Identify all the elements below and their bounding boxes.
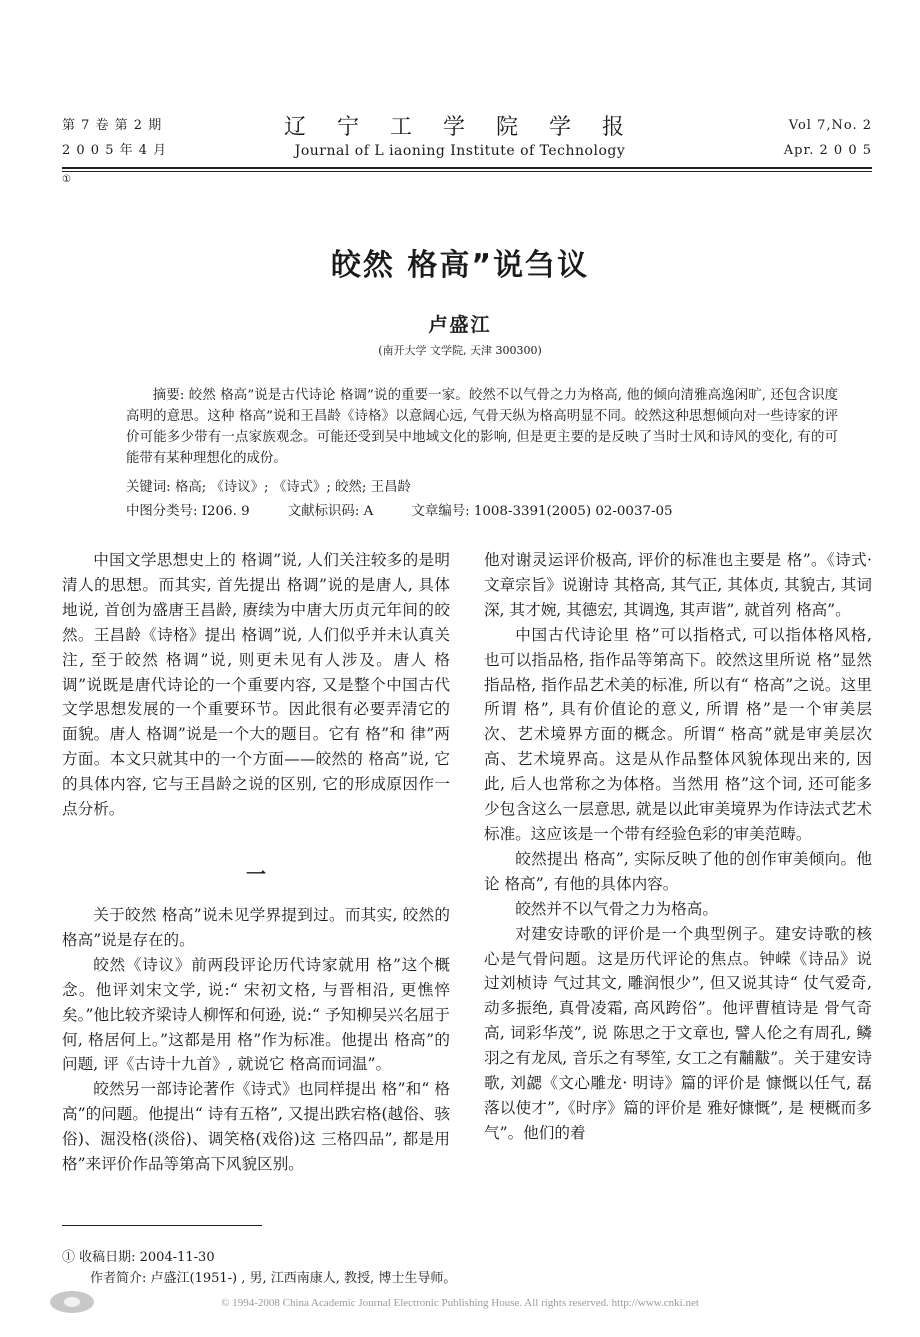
paragraph: 对建安诗歌的评价是一个典型例子。建安诗歌的核心是气骨问题。这是历代评论的焦点。钟嵘《诗品》说过刘桢诗 气过其文, 雕润恨少”, 但又说其诗“ 仗气爱奇, 动多振绝, 真骨凌霜, 高风跨俗”。他评曹植诗是 骨气奇高, 词彩华茂”, 说 陈思之于文章也, 譬人伦之有周孔, 鳞羽之有龙凤, 音乐之有琴笙, 女工之有黼黻”。关于建安诗歌, 刘勰《文心雕龙· 明诗》篇的评价是 慷慨以任气, 磊落以使才”,《时序》篇的评价是 雅好慷慨”, 是 梗概而多气”。他们的着 [484, 924, 872, 1142]
header-rule [62, 167, 872, 169]
paragraph: 中国古代诗论里 格”可以指格式, 可以指体格风格, 也可以指品格, 指作品等第高下。皎然这里所说 格”显然指品格, 指作品艺术美的标准, 所以有“ 格高”之说。这里所谓 格”, 具有价值论的意义, 所谓 格”是一个审美层次、艺术境界方面的概念。所谓“ 格高”就是审美层次高、艺术境界高。这是从作品整体风貌体现出来的, 因此, 后人也常称之为体格。当然用 格”这个词, 还可能多少包含这么一层意思, 就是以此审美境界为作诗法式艺术标准。这应该是一个带有经验色彩的审美范畴。 [484, 625, 872, 843]
volume-en: Vol 7,No. 2 [788, 118, 872, 133]
paragraph: 皎然另一部诗论著作《诗式》也同样提出 格”和“ 格高”的问题。他提出“ 诗有五格”, 又提出跌宕格(越俗、骇俗)、淈没格(淡俗)、调笑格(戏俗)这 三格四品”, 都是用 格”来评价作品等第高下风貌区别。 [62, 1080, 450, 1174]
keywords: 关键词: 格高; 《诗议》; 《诗式》; 皎然; 王昌龄 [126, 480, 411, 495]
left-column-intro [62, 548, 450, 822]
journal-title-en: Journal of L iaoning Institute of Technology [294, 143, 626, 159]
paragraph: 皎然提出 格高”, 实际反映了他的创作审美倾向。他论 格高”, 有他的具体内容。 [484, 849, 872, 893]
author-bio-footnote: 作者简介: 卢盛江(1951-) , 男, 江西南康人, 教授, 博士生导师。 [90, 1271, 457, 1286]
author-affiliation: (南开大学 文学院, 天津 300300) [378, 344, 542, 357]
footnote-marker: ① [62, 174, 71, 185]
paragraph: 中国文学思想史上的 格调”说, 人们关注较多的是明清人的思想。而其实, 首先提出 格调”说的是唐人, 具体地说, 首创为盛唐王昌龄, 赓续为中唐大历贞元年间的皎然。王昌龄《诗格》提出 格调”说, 人们似乎并未认真关注, 至于皎然 格调”说, 则更未见有人涉及。唐人 格调”说既是唐代诗论的一个重要内容, 又是整个中国古代文学思想发展的一个重要环节。因此很有必要弄清它的面貌。唐人 格调”说是一个大的题目。它有 格”和 律”两方面。本文只就其中的一个方面——皎然的 格高”说, 它的具体内容, 它与王昌龄之说的区别, 它的形成原因作一点分析。 [62, 551, 450, 819]
paragraph: 关于皎然 格高”说未见学界提到过。而其实, 皎然的 格高”说是存在的。 [62, 906, 450, 949]
received-date-footnote: ① 收稿日期: 2004-11-30 [62, 1250, 215, 1265]
paragraph: 他对谢灵运评价极高, 评价的标准也主要是 格”。《诗式· 文章宗旨》说谢诗 其格高, 其气正, 其体贞, 其貌古, 其词深, 其才婉, 其德宏, 其调逸, 其声谐”, 就首列 格高”。 [484, 551, 872, 619]
article-author: 卢盛江 [428, 314, 492, 336]
footnote-rule [62, 1225, 262, 1226]
journal-title-cn: 辽 宁 工 学 院 学 报 [284, 115, 636, 140]
date-en: Apr. 2 0 0 5 [783, 143, 872, 158]
classification-line [126, 501, 838, 522]
header-rule-thin [62, 171, 872, 172]
document-code: 文献标识码: A [287, 504, 374, 519]
right-column [484, 548, 872, 1146]
article-number: 文章编号: 1008-3391(2005) 02-0037-05 [411, 504, 673, 519]
issue-date: 2 0 0 5 年 4 月 [62, 143, 168, 158]
abstract: 摘要: 皎然 格高”说是古代诗论 格调”说的重要一家。皎然不以气骨之力为格高, 他的倾向清雅高逸闲旷, 还包含识度高明的意思。这种 格高”说和王昌龄《诗格》以意阔心远, 气骨天纵为格高明显不同。皎然这种思想倾向对一些诗家的评价可能多少带有一点家族观念。可能还受到吴中地域文化的影响, 但是更主要的是反映了当时士风和诗风的变化, 有的可能带有某种理想化的成份。 [126, 388, 838, 466]
copyright-footer: © 1994-2008 China Academic Journal Electronic Publishing House. All rights reserved. http://www.cnki.net [221, 1297, 699, 1309]
volume-issue: 第 7 卷 第 2 期 [62, 118, 163, 133]
article-title: 皎然 格高”说刍议 [330, 248, 590, 283]
section-heading: 一 [246, 862, 266, 886]
paragraph: 皎然并不以气骨之力为格高。 [515, 899, 718, 918]
paragraph: 皎然《诗议》前两段评论历代诗家就用 格”这个概念。他评刘宋文学, 说:“ 宋初文格, 与晋相沿, 更憔悴矣。”他比较齐梁诗人柳恽和何逊, 说:“ 予知柳吴兴名屈于何, 格居何上。”这都是用 格”作为标准。他提出 格高”的问题, 评《古诗十九首》, 就说它 格高而词温”。 [62, 955, 450, 1074]
clc-number: 中图分类号: I206. 9 [126, 504, 250, 519]
left-column-section-one [62, 903, 450, 1177]
